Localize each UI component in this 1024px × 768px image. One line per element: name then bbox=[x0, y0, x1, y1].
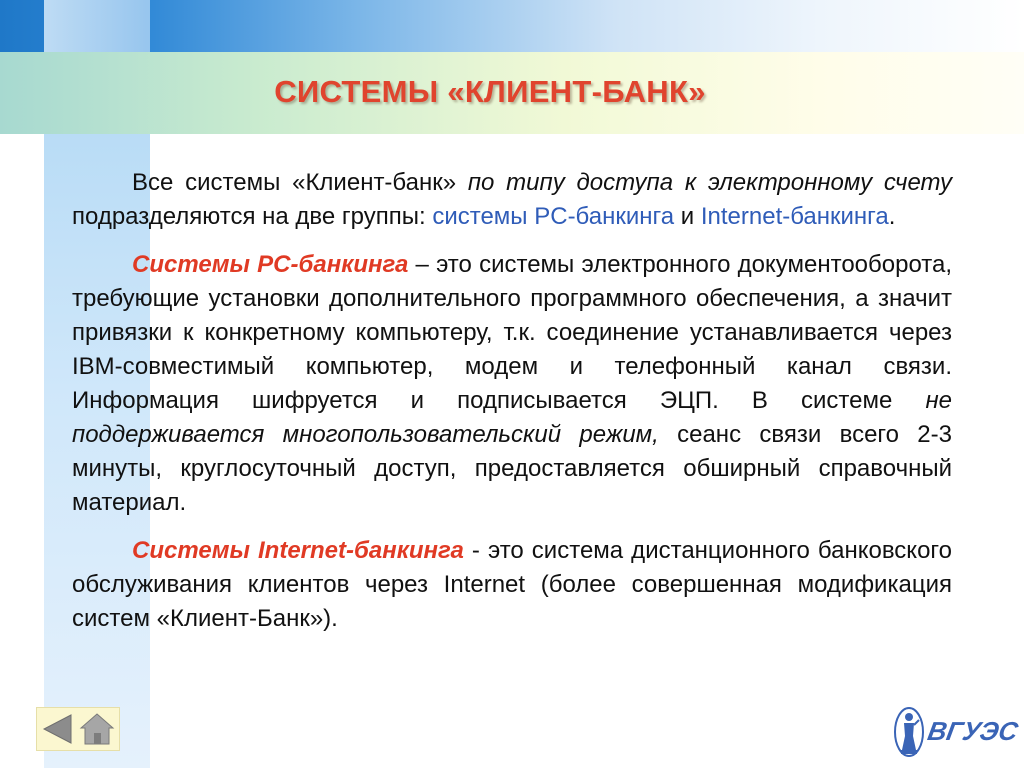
slide-title: СИСТЕМЫ «КЛИЕНТ-БАНК» bbox=[274, 74, 706, 109]
intro-emphasis: по типу доступа к электронному счету bbox=[467, 169, 952, 196]
pc-banking-text-2: сеанс связи всего 2-3 минуты, круглосуточный доступ, предоставляется обширный справочный материал. bbox=[72, 421, 952, 516]
pc-banking-heading: Системы PC-банкинга bbox=[132, 251, 409, 278]
paragraph-pc-banking bbox=[72, 248, 952, 520]
internet-banking-text: - это система дистанционного банковского обслуживания клиентов через Internet (более совершенная модификация систем «Клиент-Банк»). bbox=[72, 537, 952, 632]
statue-emblem-icon bbox=[892, 706, 926, 758]
internet-banking-heading: Системы Internet-банкинга bbox=[132, 537, 464, 564]
intro-internet-banking-term: Internet-банкинга bbox=[700, 203, 889, 230]
slide-body bbox=[72, 166, 952, 650]
intro-text-1: Все системы «Клиент-банк» bbox=[132, 169, 468, 196]
intro-text-3: и bbox=[674, 203, 701, 230]
home-button[interactable] bbox=[79, 712, 115, 746]
university-logo bbox=[892, 706, 1021, 758]
paragraph-internet-banking bbox=[72, 534, 952, 636]
intro-text-4: . bbox=[888, 203, 896, 230]
back-button[interactable] bbox=[41, 713, 75, 745]
top-decor-accent bbox=[44, 0, 150, 52]
logo-text: ВГУЭС bbox=[925, 716, 1021, 746]
paragraph-intro bbox=[72, 166, 952, 234]
house-icon bbox=[79, 712, 115, 746]
navigation-bar bbox=[36, 707, 120, 751]
top-decor-stripe bbox=[0, 0, 1024, 52]
intro-text-2: подразделяются на две группы: bbox=[72, 203, 433, 230]
triangle-left-icon bbox=[41, 713, 75, 745]
intro-pc-banking-term: системы PC-банкинга bbox=[432, 203, 675, 230]
pc-banking-emphasis: не поддерживается многопользовательский режим, bbox=[72, 387, 952, 448]
left-margin bbox=[0, 134, 44, 768]
pc-banking-text-1: – это системы электронного документооборота, требующие установки дополнительного программного обеспечения, а значит привязки к конкретному компьютеру, т.к. соединение устанавливается через IBM-совместимый компьютер, модем и телефонный канал связи. Информация шифруется и подписывается ЭЦП. В системе bbox=[72, 251, 953, 414]
